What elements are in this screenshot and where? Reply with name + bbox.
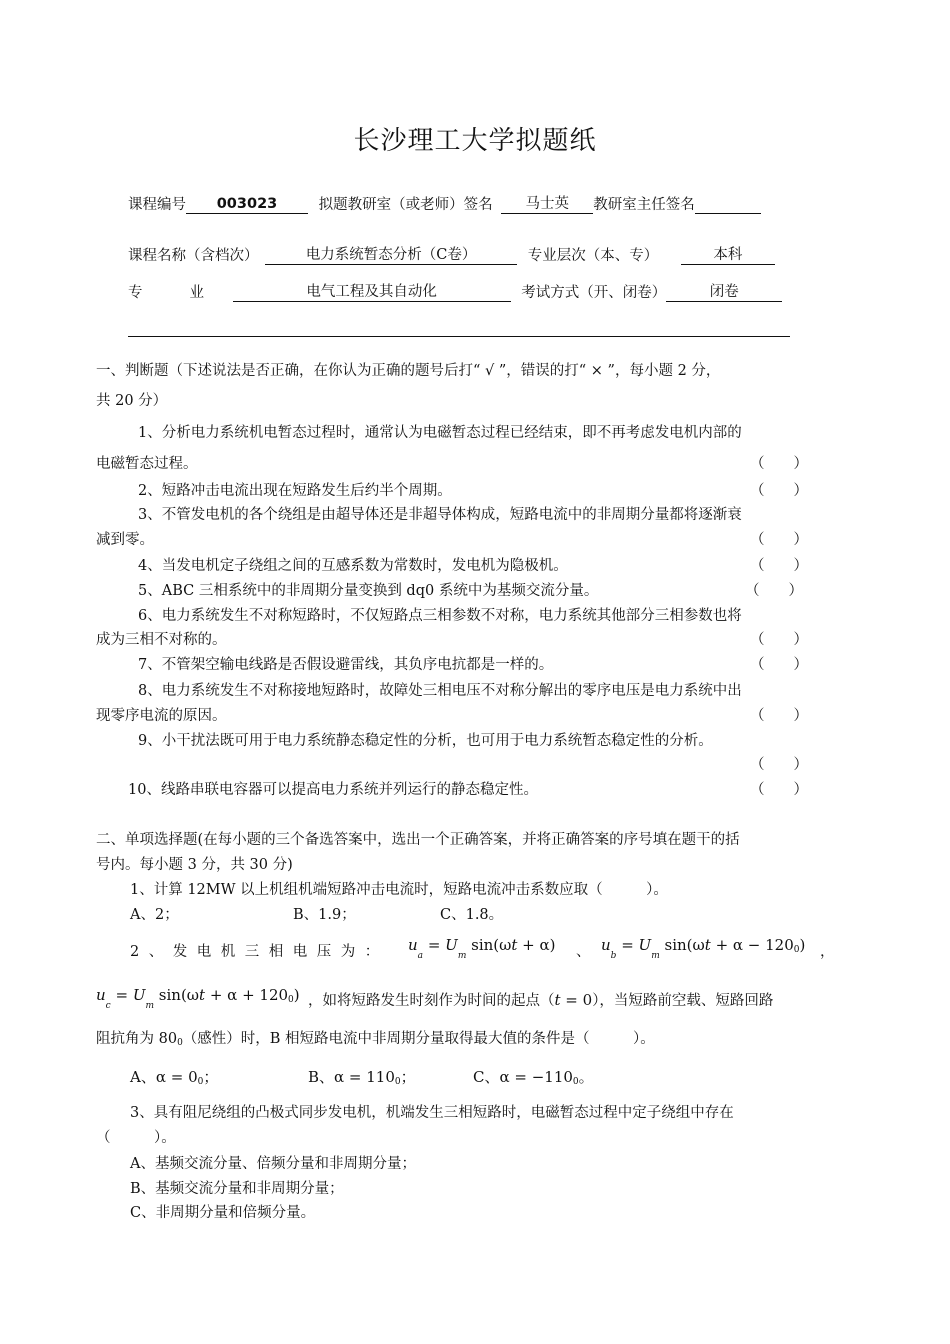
s1-q1-line2: 电磁暂态过程。 <box>96 456 198 472</box>
header-row-course-name <box>128 244 775 265</box>
s1-q7-answer-blank: （ ） <box>750 657 808 673</box>
s2-q2-line3 <box>96 1027 655 1048</box>
setter-value: 马士英 <box>501 195 593 214</box>
s2-q3-line1: 3、具有阻尼绕组的凸极式同步发电机，机端发生三相短路时，电磁暂态过程中定子绕组中存在 <box>130 1105 734 1121</box>
s2-q2-eq-ub: $u_b = U_m$ $\sin(\omega t + \alpha - 120_0)$ <box>601 936 806 961</box>
s2-q2-separator: 、 <box>576 944 591 960</box>
s1-q6-line2: 成为三相不对称的。 <box>96 632 227 648</box>
s1-q1-answer-blank: （ ） <box>750 456 808 472</box>
s1-q1-line1: 1、分析电力系统机电暂态过程时，通常认为电磁暂态过程已经结束，即不再考虑发电机内部的 <box>138 425 742 441</box>
s1-q7: 7、不管架空输电线路是否假设避雷线，其负序电抗都是一样的。 <box>138 657 554 673</box>
s1-q2-answer-blank: （ ） <box>750 483 808 499</box>
major-label: 专 业 <box>128 285 210 301</box>
s1-q2: 2、短路冲击电流出现在短路发生后约半个周期。 <box>138 483 452 499</box>
s2-q3-line2: （ ）。 <box>96 1130 176 1146</box>
director-signature-blank <box>695 195 761 214</box>
s2-q2-option-b: B、$\alpha = 110_0$； <box>308 1068 416 1087</box>
section2-heading-line1: 二、单项选择题(在每小题的三个备选答案中，选出一个正确答案，并将正确答案的序号填在题干的括 <box>96 832 740 848</box>
s2-q3-option-a: A、基频交流分量、倍频分量和非周期分量； <box>130 1156 416 1172</box>
level-label: 专业层次（本、专） <box>527 248 659 264</box>
s1-q5-answer-blank: （ ） <box>745 583 803 599</box>
s2-q2-text2: ），当短路前空载、短路回路 <box>592 993 774 1009</box>
s2-q2-option-a: A、$\alpha = 0_0$； <box>130 1068 219 1087</box>
s1-q9-answer-blank: （ ） <box>750 757 808 773</box>
s1-q8-answer-blank: （ ） <box>750 708 808 724</box>
s2-q2-option-c-label: C、 <box>473 1068 500 1086</box>
course-code-label: 课程编号 <box>128 197 186 213</box>
major-value: 电气工程及其自动化 <box>233 283 511 302</box>
s1-q8-line2: 现零序电流的原因。 <box>96 708 227 724</box>
s2-q2-comma: ， <box>820 944 835 960</box>
header-row-course-code <box>128 193 761 214</box>
s1-q4-answer-blank: （ ） <box>750 558 808 574</box>
s2-q1-option-b: B、1.9； <box>293 907 356 923</box>
section1-heading-line2: 共 20 分） <box>96 393 168 409</box>
s1-q10: 10、线路串联电容器可以提高电力系统并列运行的静态稳定性。 <box>128 782 538 798</box>
s2-q2-eq-ua: $u_a = U_m$ sin(ωt + α) <box>408 936 556 961</box>
level-value: 本科 <box>681 246 775 265</box>
s1-q10-answer-blank: （ ） <box>750 782 808 798</box>
s2-q2-t-zero: t = 0 <box>554 991 593 1009</box>
s1-q4: 4、当发电机定子绕组之间的互感系数为常数时，发电机为隐极机。 <box>138 558 568 574</box>
header-row-major <box>128 281 782 302</box>
s1-q6-answer-blank: （ ） <box>750 632 808 648</box>
header-divider <box>128 336 790 337</box>
course-name-value: 电力系统暂态分析（C卷） <box>265 246 517 265</box>
s1-q9: 9、小干扰法既可用于电力系统静态稳定性的分析，也可用于电力系统暂态稳定性的分析。 <box>138 733 713 749</box>
director-label: 教研室主任签名 <box>593 197 695 213</box>
section2-heading-line2: 号内。每小题 3 分，共 30 分) <box>96 857 293 873</box>
s2-q2-text <box>308 989 773 1010</box>
s2-q3-option-c: C、非周期分量和倍频分量。 <box>130 1205 316 1221</box>
section1-heading-line1: 一、判断题（下述说法是否正确，在你认为正确的题号后打“ √ ”，错误的打“ × ”，每小题 2 分， <box>96 363 721 379</box>
s1-q8-line1: 8、电力系统发生不对称接地短路时，故障处三相电压不对称分解出的零序电压是电力系统中出 <box>138 683 742 699</box>
s2-q2-lead: 2、发电机三相电压为： <box>130 944 389 960</box>
s2-q2-degree-sup: 0 <box>177 1038 183 1048</box>
course-name-label: 课程名称（含档次） <box>128 248 259 264</box>
s1-q3-line2: 减到零。 <box>96 532 154 548</box>
s2-q2-option-b-label: B、 <box>308 1068 335 1086</box>
page-title: 长沙理工大学拟题纸 <box>353 126 597 156</box>
s2-q2-text1: ，如将短路发生时刻作为时间的起点（ <box>308 993 555 1009</box>
s2-q2-option-a-label: A、 <box>130 1068 156 1086</box>
s1-q5: 5、ABC 三相系统中的非周期分量变换到 dq0 系统中为基频交流分量。 <box>138 583 599 599</box>
s2-q1-option-a: A、2； <box>130 907 179 923</box>
s1-q3-answer-blank: （ ） <box>750 532 808 548</box>
s2-q2-option-c: C、$\alpha = -110_0$。 <box>473 1068 594 1087</box>
setter-label: 拟题教研室（或老师）签名 <box>318 197 493 213</box>
s2-q2-line3b: （感性）时，B 相短路电流中非周期分量取得最大值的条件是（ ）。 <box>182 1031 655 1047</box>
s2-q2-line3a: 阻抗角为 80 <box>96 1031 178 1047</box>
s1-q3-line1: 3、不管发电机的各个绕组是由超导体还是非超导体构成，短路电流中的非周期分量都将逐渐衰 <box>138 507 742 523</box>
s2-q1: 1、计算 12MW 以上机组机端短路冲击电流时，短路电流冲击系数应取（ ）。 <box>130 882 668 898</box>
s2-q2-eq-uc: $u_c = U_m$ $\sin(\omega t + \alpha + 120_0)$ <box>96 986 300 1011</box>
exam-mode-value: 闭卷 <box>666 283 782 302</box>
s2-q1-option-c: C、1.8。 <box>440 907 504 923</box>
exam-mode-label: 考试方式（开、闭卷） <box>521 285 667 301</box>
course-code-value: 003023 <box>186 195 308 214</box>
s1-q6-line1: 6、电力系统发生不对称短路时，不仅短路点三相参数不对称，电力系统其他部分三相参数也将 <box>138 608 742 624</box>
s2-q3-option-b: B、基频交流分量和非周期分量； <box>130 1181 344 1197</box>
